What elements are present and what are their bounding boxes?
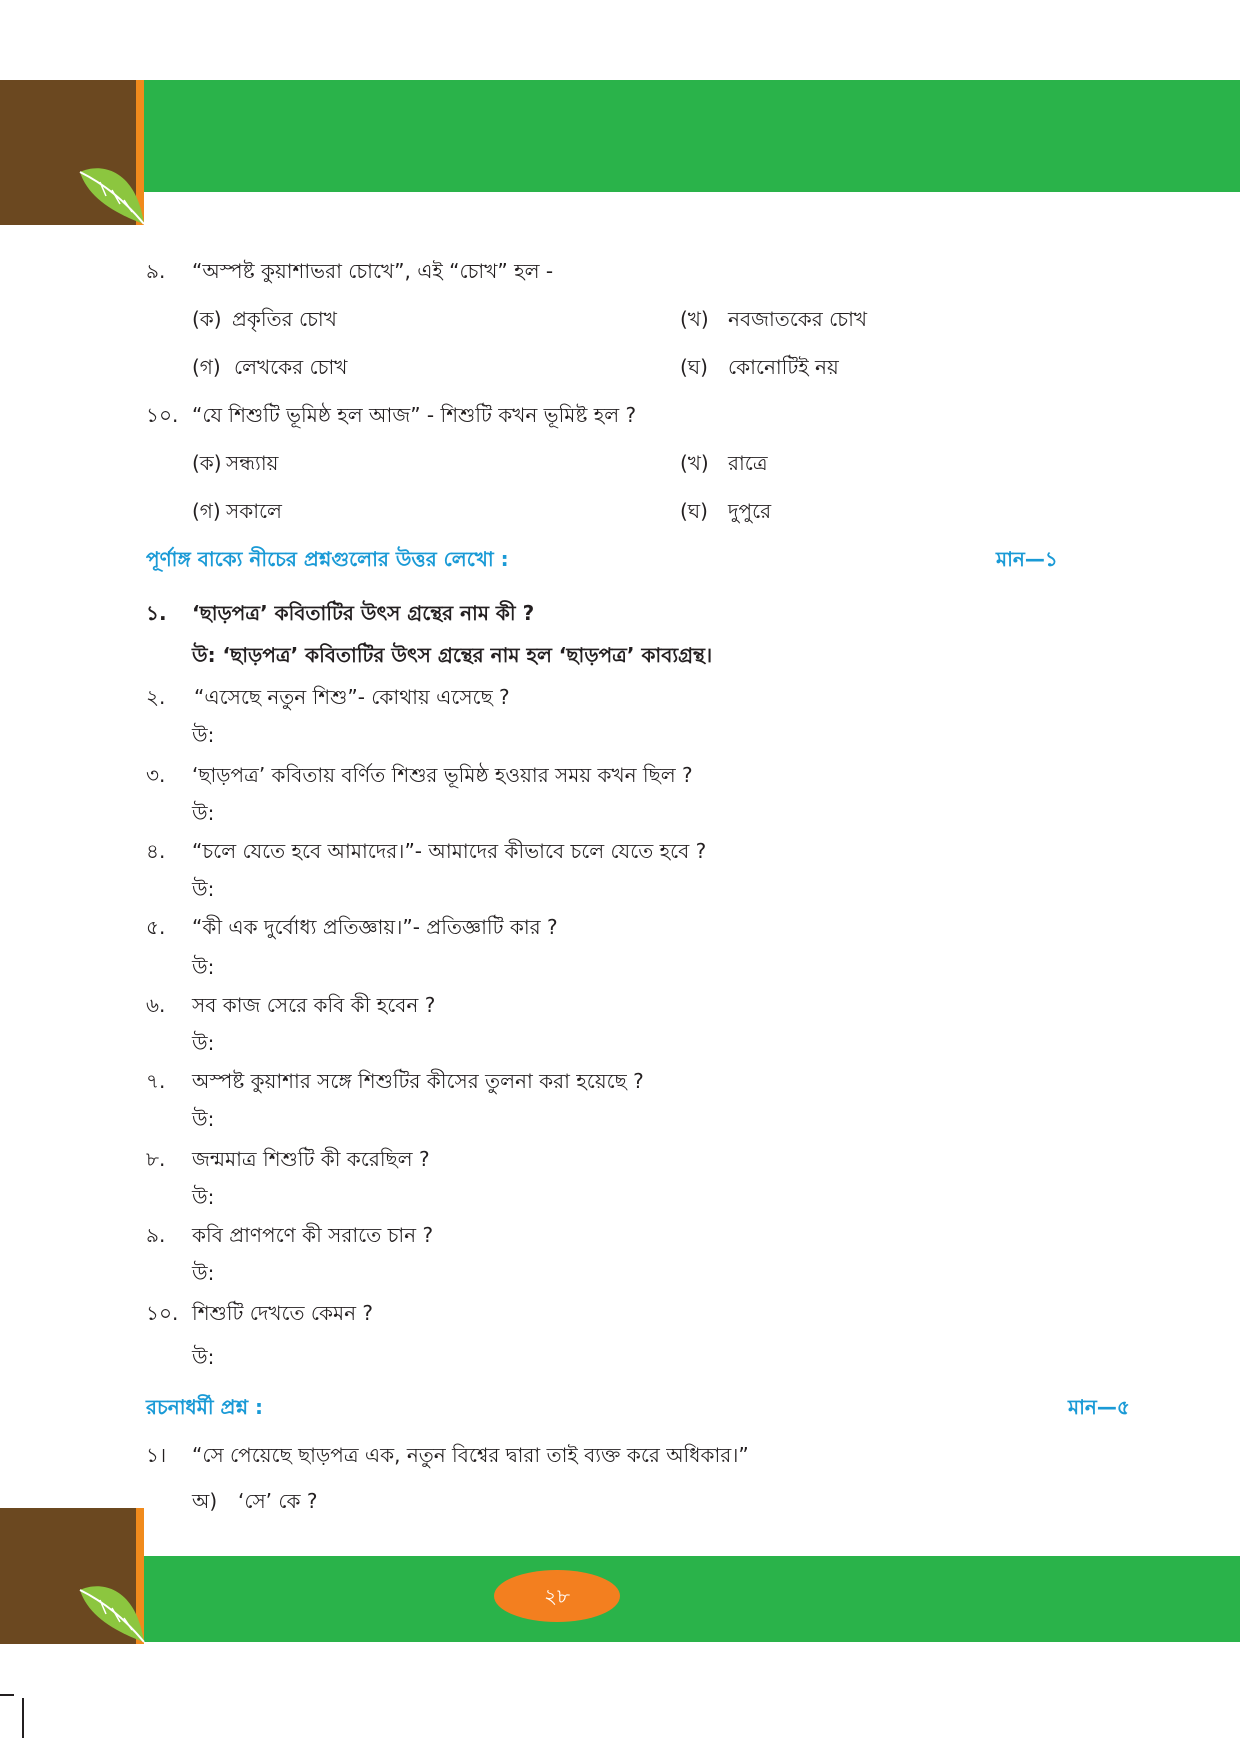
- question-number: ৬.: [146, 993, 166, 1017]
- question-text: “সে পেয়েছে ছাড়পত্র এক, নতুন বিশ্বের দ্বারা তাই ব্যক্ত করে অধিকার।”: [192, 1443, 749, 1467]
- question-text: “যে শিশুটি ভূমিষ্ঠ হল আজ” - শিশুটি কখন ভূমিষ্ট হল ?: [192, 403, 637, 427]
- question-number: ১০.: [146, 1301, 179, 1325]
- question-number: ৮.: [146, 1147, 166, 1171]
- question-text: অস্পষ্ট কুয়াশার সঙ্গে শিশুটির কীসের তুলনা করা হয়েছে ?: [192, 1069, 644, 1093]
- option-text: লেখকের চোখ: [234, 355, 348, 379]
- top-green-band: [144, 80, 1240, 192]
- question-text: “কী এক দুর্বোধ্য প্রতিজ্ঞায়।”- প্রতিজ্ঞাটি কার ?: [192, 915, 558, 939]
- answer-prefix: উ:: [192, 1185, 215, 1209]
- sub-question-text: ‘সে’ কে ?: [238, 1489, 318, 1513]
- leaf-icon: [76, 1580, 148, 1646]
- question-text: শিশুটি দেখতে কেমন ?: [192, 1301, 374, 1325]
- example-answer: উ: ‘ছাড়পত্র’ কবিতাটির উৎস গ্রন্থের নাম হল ‘ছাড়পত্র’ কাব্যগ্রন্থ।: [192, 643, 713, 667]
- answer-prefix: উ:: [192, 955, 215, 979]
- leaf-icon: [76, 162, 148, 228]
- question-number: ২.: [146, 685, 166, 709]
- section-heading: পূর্ণাঙ্গ বাক্যে নীচের প্রশ্নগুলোর উত্তর লেখো :: [146, 547, 509, 571]
- question-number: ৯.: [146, 1223, 166, 1247]
- sub-question-label: অ): [192, 1489, 218, 1513]
- option-label: (ঘ): [680, 499, 708, 523]
- question-text: “চলে যেতে হবে আমাদের।”- আমাদের কীভাবে চলে যেতে হবে ?: [192, 839, 707, 863]
- question-text: সব কাজ সেরে কবি কী হবেন ?: [192, 993, 436, 1017]
- option-text: কোনোটিই নয়: [728, 355, 839, 379]
- option-label: (ঘ): [680, 355, 708, 379]
- question-text: জন্মমাত্র শিশুটি কী করেছিল ?: [192, 1147, 430, 1171]
- option-text: দুপুরে: [728, 499, 772, 523]
- question-number: ৭.: [146, 1069, 166, 1093]
- crop-mark: [22, 1698, 24, 1738]
- crop-mark: [0, 1694, 14, 1696]
- option-text: সন্ধ্যায়: [226, 451, 279, 475]
- question-number: ১।: [146, 1443, 167, 1467]
- section-heading: রচনাধর্মী প্রশ্ন :: [146, 1395, 264, 1419]
- answer-prefix: উ:: [192, 1107, 215, 1131]
- option-text: প্রকৃতির চোখ: [232, 307, 337, 331]
- answer-prefix: উ:: [192, 723, 215, 747]
- question-number: ৫.: [146, 915, 166, 939]
- question-number: ৩.: [146, 763, 166, 787]
- section-marks: মান—৫: [1068, 1395, 1130, 1419]
- option-text: নবজাতকের চোখ: [728, 307, 867, 331]
- option-label: (খ): [680, 307, 709, 331]
- answer-prefix: উ:: [192, 877, 215, 901]
- option-label: (খ): [680, 451, 709, 475]
- section-marks: মান—১: [996, 547, 1058, 571]
- question-text: ‘ছাড়পত্র’ কবিতায় বর্ণিত শিশুর ভূমিষ্ঠ হওয়ার সময় কখন ছিল ?: [192, 763, 693, 787]
- bottom-green-band: [144, 1556, 1240, 1642]
- question-text: “এসেছে নতুন শিশু”- কোথায় এসেছে ?: [194, 685, 510, 709]
- option-label: (ক): [192, 451, 222, 475]
- page-number: ২৮: [494, 1570, 620, 1622]
- question-text: ‘ছাড়পত্র’ কবিতাটির উৎস গ্রন্থের নাম কী ?: [192, 601, 535, 625]
- option-label: (গ): [192, 499, 221, 523]
- answer-prefix: উ:: [192, 1261, 215, 1285]
- question-text: কবি প্রাণপণে কী সরাতে চান ?: [192, 1223, 434, 1247]
- answer-prefix: উ:: [192, 1031, 215, 1055]
- option-label: (ক): [192, 307, 222, 331]
- option-label: (গ): [192, 355, 221, 379]
- answer-prefix: উ:: [192, 801, 215, 825]
- question-number: ৯.: [146, 259, 166, 283]
- question-number: ১০.: [146, 403, 179, 427]
- question-number: ৪.: [146, 839, 166, 863]
- answer-prefix: উ:: [192, 1345, 215, 1369]
- option-text: রাত্রে: [728, 451, 768, 475]
- question-number: ১.: [146, 601, 167, 625]
- question-text: “অস্পষ্ট কুয়াশাভরা চোখে”, এই “চোখ” হল -: [192, 259, 554, 283]
- option-text: সকালে: [226, 499, 282, 523]
